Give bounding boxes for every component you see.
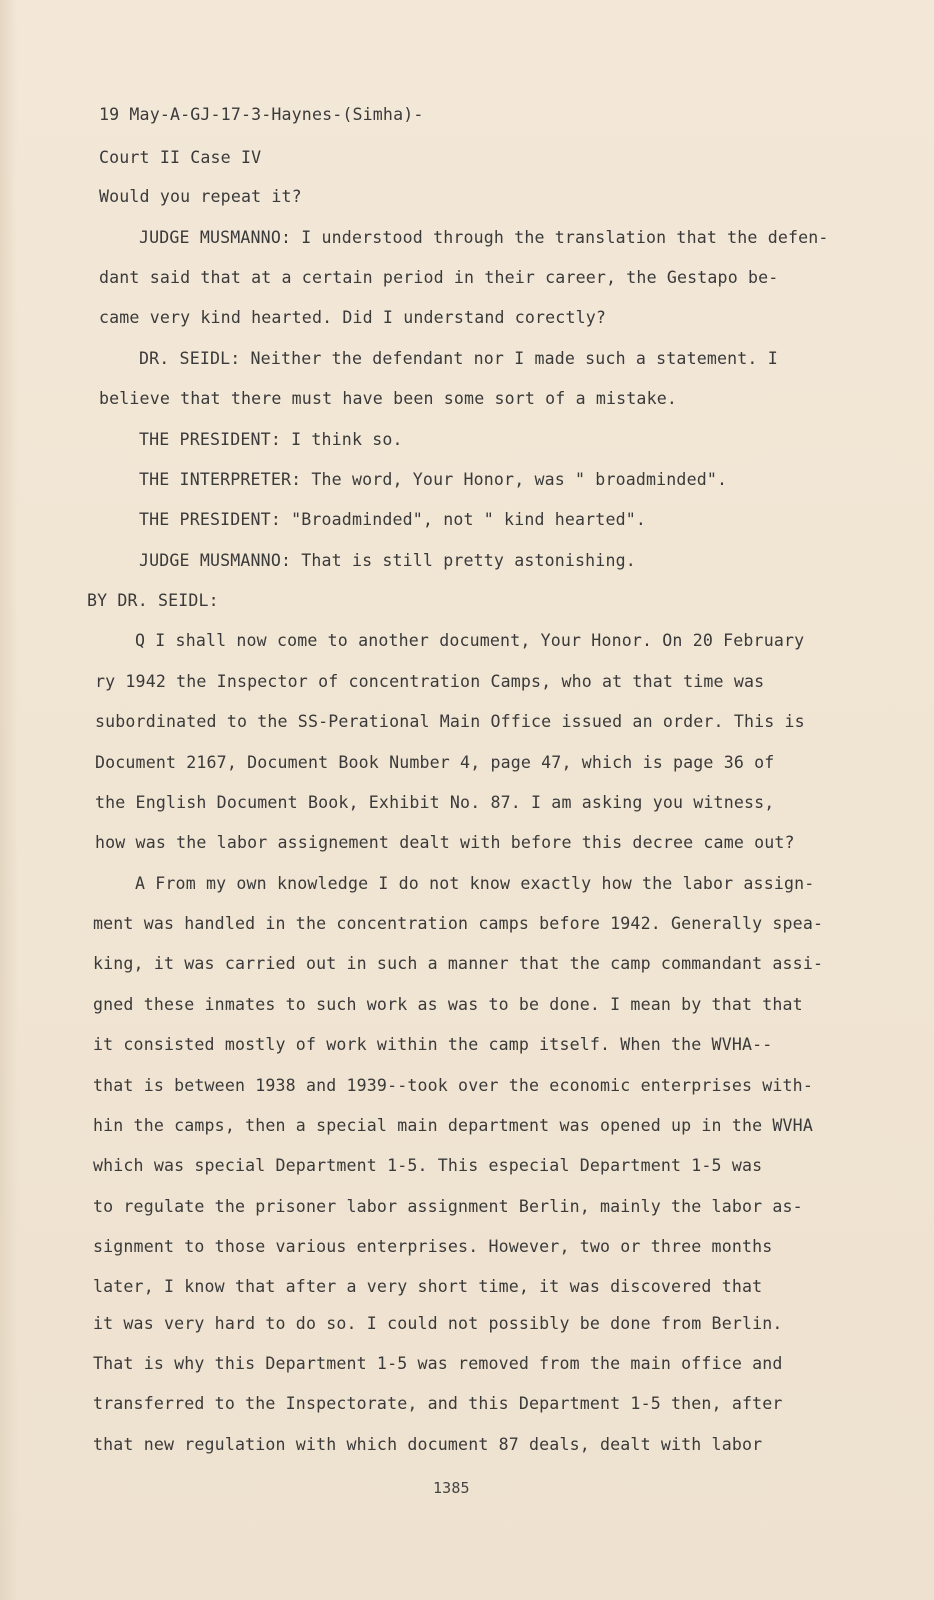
transcript-line: ment was handled in the concentration camps before 1942. Generally spea- [93, 914, 824, 933]
transcript-line: later, I know that after a very short time, it was discovered that [93, 1277, 763, 1296]
transcript-line: A From my own knowledge I do not know exactly how the labor assign- [135, 874, 815, 893]
transcript-line: THE PRESIDENT: "Broadminded", not " kind hearted". [139, 510, 647, 529]
transcript-line: transferred to the Inspectorate, and this Department 1-5 then, after [93, 1394, 783, 1413]
transcript-line: it was very hard to do so. I could not possibly be done from Berlin. [93, 1314, 783, 1333]
header-line-1: 19 May-A-GJ-17-3-Haynes-(Simha)- [99, 105, 424, 124]
transcript-line: signment to those various enterprises. However, two or three months [93, 1237, 773, 1256]
transcript-line: Would you repeat it? [99, 187, 302, 206]
transcript-line: that new regulation with which document 87 deals, dealt with labor [93, 1435, 763, 1454]
transcript-line: DR. SEIDL: Neither the defendant nor I made such a statement. I [139, 349, 778, 368]
transcript-line: that is between 1938 and 1939--took over the economic enterprises with- [93, 1076, 813, 1095]
transcript-line: Q I shall now come to another document, Your Honor. On 20 February [135, 631, 805, 650]
header-line-2: Court II Case IV [99, 148, 262, 167]
transcript-line: which was special Department 1-5. This especial Department 1-5 was [93, 1156, 763, 1175]
transcript-line: JUDGE MUSMANNO: That is still pretty astonishing. [139, 551, 636, 570]
transcript-line: came very kind hearted. Did I understand corectly? [99, 308, 607, 327]
transcript-line: Document 2167, Document Book Number 4, page 47, which is page 36 of [95, 753, 775, 772]
transcript-line: ry 1942 the Inspector of concentration Camps, who at that time was [95, 672, 765, 691]
transcript-line: subordinated to the SS-Perational Main Office issued an order. This is [95, 712, 805, 731]
transcript-line: That is why this Department 1-5 was removed from the main office and [93, 1354, 783, 1373]
transcript-line: believe that there must have been some sort of a mistake. [99, 389, 677, 408]
transcript-line: gned these inmates to such work as was to be done. I mean by that that [93, 995, 803, 1014]
transcript-line: BY DR. SEIDL: [87, 591, 219, 610]
transcript-line: dant said that at a certain period in their career, the Gestapo be- [99, 268, 779, 287]
page-number: 1385 [433, 1479, 470, 1497]
transcript-line: JUDGE MUSMANNO: I understood through the translation that the defen- [139, 228, 829, 247]
transcript-line: king, it was carried out in such a manner that the camp commandant assi- [93, 954, 824, 973]
transcript-line: to regulate the prisoner labor assignment Berlin, mainly the labor as- [93, 1197, 803, 1216]
transcript-line: how was the labor assignement dealt with before this decree came out? [95, 833, 795, 852]
transcript-line: THE INTERPRETER: The word, Your Honor, was " broadminded". [139, 470, 728, 489]
transcript-line: hin the camps, then a special main department was opened up in the WVHA [93, 1116, 813, 1135]
transcript-line: it consisted mostly of work within the camp itself. When the WVHA-- [93, 1035, 773, 1054]
transcript-line: THE PRESIDENT: I think so. [139, 430, 403, 449]
transcript-line: the English Document Book, Exhibit No. 87. I am asking you witness, [95, 793, 775, 812]
